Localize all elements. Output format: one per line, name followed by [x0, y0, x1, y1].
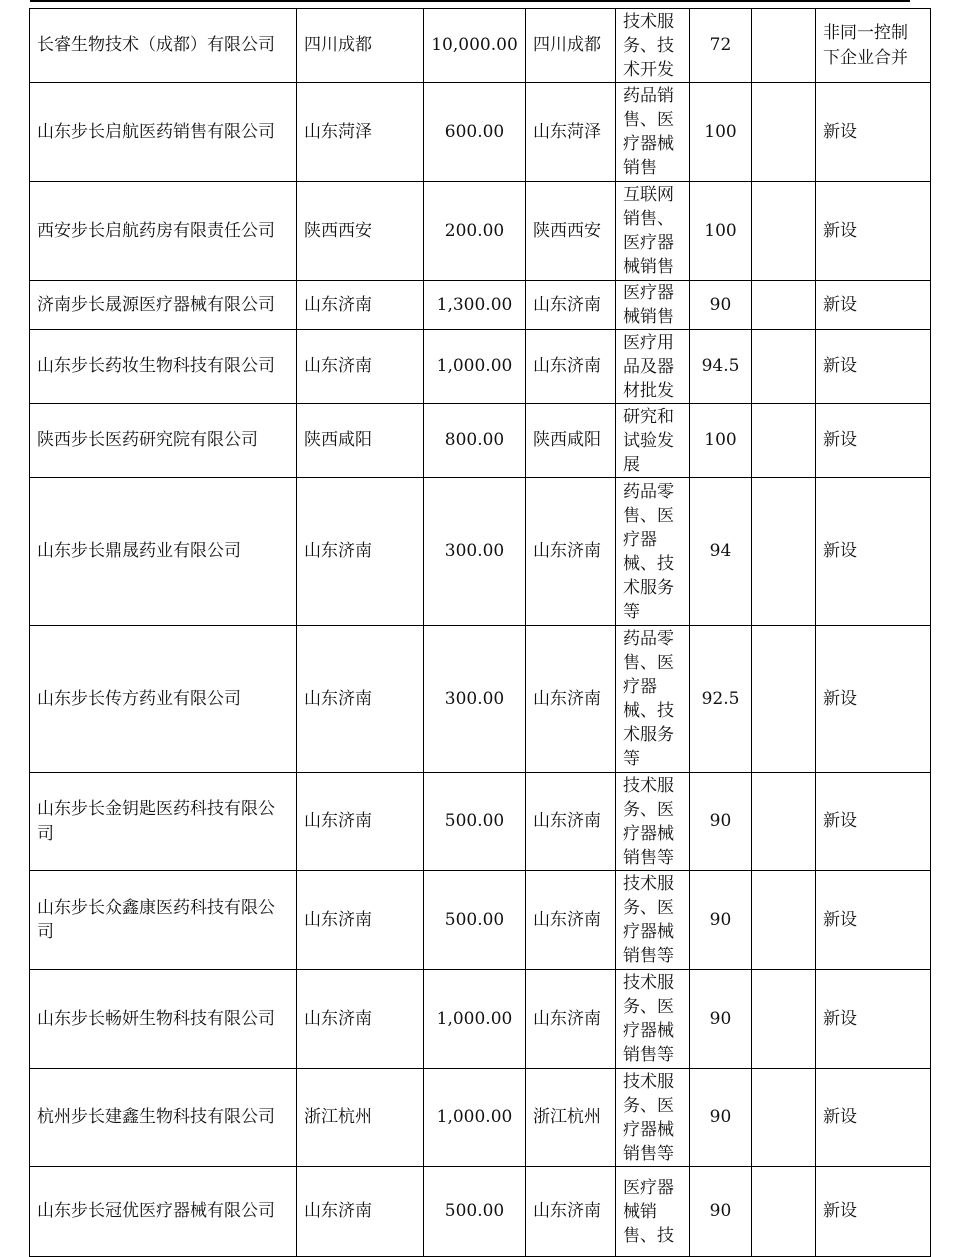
- direct-share-cell: 90: [690, 970, 752, 1069]
- registration-place-cell: 山东济南: [526, 773, 616, 871]
- business-nature-cell: 技术服务、医疗器械销售等: [616, 773, 690, 871]
- registration-place-cell: 山东济南: [526, 330, 616, 404]
- registration-place-cell: 山东济南: [526, 871, 616, 970]
- table-row: [30, 871, 931, 970]
- table-row: [30, 970, 931, 1069]
- table-row: [30, 281, 931, 330]
- main-location-cell: 山东菏泽: [297, 83, 424, 182]
- acquisition-method-cell: 新设: [816, 871, 931, 970]
- registered-capital-cell: 1,000.00: [424, 1069, 526, 1167]
- main-location-cell: 四川成都: [297, 9, 424, 83]
- company-name-cell: 山东步长众鑫康医药科技有限公司: [30, 871, 297, 970]
- table-row: [30, 773, 931, 871]
- table-row: [30, 404, 931, 478]
- registered-capital-cell: 800.00: [424, 404, 526, 478]
- business-nature-cell: 药品销售、医疗器械销售: [616, 83, 690, 182]
- direct-share-cell: 94: [690, 478, 752, 626]
- registered-capital-cell: 600.00: [424, 83, 526, 182]
- registered-capital-cell: 200.00: [424, 182, 526, 281]
- table-row: [30, 330, 931, 404]
- main-location-cell: 山东济南: [297, 478, 424, 626]
- company-name-cell: 济南步长晟源医疗器械有限公司: [30, 281, 297, 330]
- business-nature-cell: 研究和试验发展: [616, 404, 690, 478]
- acquisition-method-cell: 新设: [816, 1167, 931, 1257]
- company-name-cell: 山东步长鼎晟药业有限公司: [30, 478, 297, 626]
- indirect-share-cell: [752, 970, 816, 1069]
- registration-place-cell: 山东济南: [526, 478, 616, 626]
- indirect-share-cell: [752, 1069, 816, 1167]
- business-nature-cell: 药品零售、医疗器械、技术服务等: [616, 626, 690, 773]
- company-name-cell: 山东步长传方药业有限公司: [30, 626, 297, 773]
- table-row: [30, 478, 931, 626]
- acquisition-method-cell: 新设: [816, 970, 931, 1069]
- top-rule: [30, 0, 910, 2]
- acquisition-method-cell: 新设: [816, 404, 931, 478]
- acquisition-method-cell: 新设: [816, 330, 931, 404]
- registration-place-cell: 山东济南: [526, 1167, 616, 1257]
- business-nature-cell: 医疗器械销售、技: [616, 1167, 690, 1257]
- company-name-cell: 长睿生物技术（成都）有限公司: [30, 9, 297, 83]
- acquisition-method-cell: 新设: [816, 626, 931, 773]
- registered-capital-cell: 10,000.00: [424, 9, 526, 83]
- company-name-cell: 山东步长药妆生物科技有限公司: [30, 330, 297, 404]
- acquisition-method-cell: 新设: [816, 281, 931, 330]
- acquisition-method-cell: 新设: [816, 478, 931, 626]
- company-name-cell: 杭州步长建鑫生物科技有限公司: [30, 1069, 297, 1167]
- table-row: [30, 182, 931, 281]
- indirect-share-cell: [752, 1167, 816, 1257]
- indirect-share-cell: [752, 9, 816, 83]
- direct-share-cell: 90: [690, 773, 752, 871]
- table-row: [30, 626, 931, 773]
- registration-place-cell: 山东济南: [526, 626, 616, 773]
- acquisition-method-cell: 非同一控制下企业合并: [816, 9, 931, 83]
- direct-share-cell: 92.5: [690, 626, 752, 773]
- company-name-cell: 山东步长畅妍生物科技有限公司: [30, 970, 297, 1069]
- business-nature-cell: 技术服务、技术开发: [616, 9, 690, 83]
- direct-share-cell: 90: [690, 1069, 752, 1167]
- main-location-cell: 山东济南: [297, 330, 424, 404]
- registered-capital-cell: 500.00: [424, 1167, 526, 1257]
- registered-capital-cell: 1,000.00: [424, 970, 526, 1069]
- registered-capital-cell: 500.00: [424, 871, 526, 970]
- company-name-cell: 山东步长冠优医疗器械有限公司: [30, 1167, 297, 1257]
- registration-place-cell: 四川成都: [526, 9, 616, 83]
- direct-share-cell: 100: [690, 182, 752, 281]
- table-row: [30, 83, 931, 182]
- direct-share-cell: 100: [690, 404, 752, 478]
- main-location-cell: 浙江杭州: [297, 1069, 424, 1167]
- direct-share-cell: 90: [690, 281, 752, 330]
- indirect-share-cell: [752, 404, 816, 478]
- registration-place-cell: 陕西咸阳: [526, 404, 616, 478]
- indirect-share-cell: [752, 626, 816, 773]
- indirect-share-cell: [752, 281, 816, 330]
- main-location-cell: 山东济南: [297, 626, 424, 773]
- indirect-share-cell: [752, 182, 816, 281]
- main-location-cell: 山东济南: [297, 871, 424, 970]
- registered-capital-cell: 500.00: [424, 773, 526, 871]
- main-location-cell: 山东济南: [297, 773, 424, 871]
- direct-share-cell: 72: [690, 9, 752, 83]
- table-body: [30, 9, 931, 1257]
- registered-capital-cell: 300.00: [424, 626, 526, 773]
- acquisition-method-cell: 新设: [816, 182, 931, 281]
- registration-place-cell: 陕西西安: [526, 182, 616, 281]
- indirect-share-cell: [752, 773, 816, 871]
- business-nature-cell: 技术服务、医疗器械销售等: [616, 871, 690, 970]
- registered-capital-cell: 1,300.00: [424, 281, 526, 330]
- direct-share-cell: 90: [690, 1167, 752, 1257]
- registration-place-cell: 山东济南: [526, 970, 616, 1069]
- direct-share-cell: 100: [690, 83, 752, 182]
- business-nature-cell: 技术服务、医疗器械销售等: [616, 1069, 690, 1167]
- company-name-cell: 山东步长金钥匙医药科技有限公司: [30, 773, 297, 871]
- acquisition-method-cell: 新设: [816, 773, 931, 871]
- company-name-cell: 山东步长启航医药销售有限公司: [30, 83, 297, 182]
- acquisition-method-cell: 新设: [816, 1069, 931, 1167]
- acquisition-method-cell: 新设: [816, 83, 931, 182]
- business-nature-cell: 药品零售、医疗器械、技术服务等: [616, 478, 690, 626]
- direct-share-cell: 90: [690, 871, 752, 970]
- registered-capital-cell: 1,000.00: [424, 330, 526, 404]
- indirect-share-cell: [752, 83, 816, 182]
- table-row: [30, 9, 931, 83]
- table-row: [30, 1069, 931, 1167]
- company-name-cell: 陕西步长医药研究院有限公司: [30, 404, 297, 478]
- main-location-cell: 陕西咸阳: [297, 404, 424, 478]
- table-row: [30, 1167, 931, 1257]
- main-location-cell: 山东济南: [297, 281, 424, 330]
- registration-place-cell: 山东菏泽: [526, 83, 616, 182]
- indirect-share-cell: [752, 871, 816, 970]
- indirect-share-cell: [752, 478, 816, 626]
- indirect-share-cell: [752, 330, 816, 404]
- main-location-cell: 山东济南: [297, 970, 424, 1069]
- registration-place-cell: 浙江杭州: [526, 1069, 616, 1167]
- business-nature-cell: 技术服务、医疗器械销售等: [616, 970, 690, 1069]
- business-nature-cell: 医疗用品及器材批发: [616, 330, 690, 404]
- main-location-cell: 陕西西安: [297, 182, 424, 281]
- main-location-cell: 山东济南: [297, 1167, 424, 1257]
- business-nature-cell: 互联网销售、医疗器械销售: [616, 182, 690, 281]
- direct-share-cell: 94.5: [690, 330, 752, 404]
- company-name-cell: 西安步长启航药房有限责任公司: [30, 182, 297, 281]
- registration-place-cell: 山东济南: [526, 281, 616, 330]
- business-nature-cell: 医疗器械销售: [616, 281, 690, 330]
- subsidiary-table: [29, 8, 931, 1257]
- registered-capital-cell: 300.00: [424, 478, 526, 626]
